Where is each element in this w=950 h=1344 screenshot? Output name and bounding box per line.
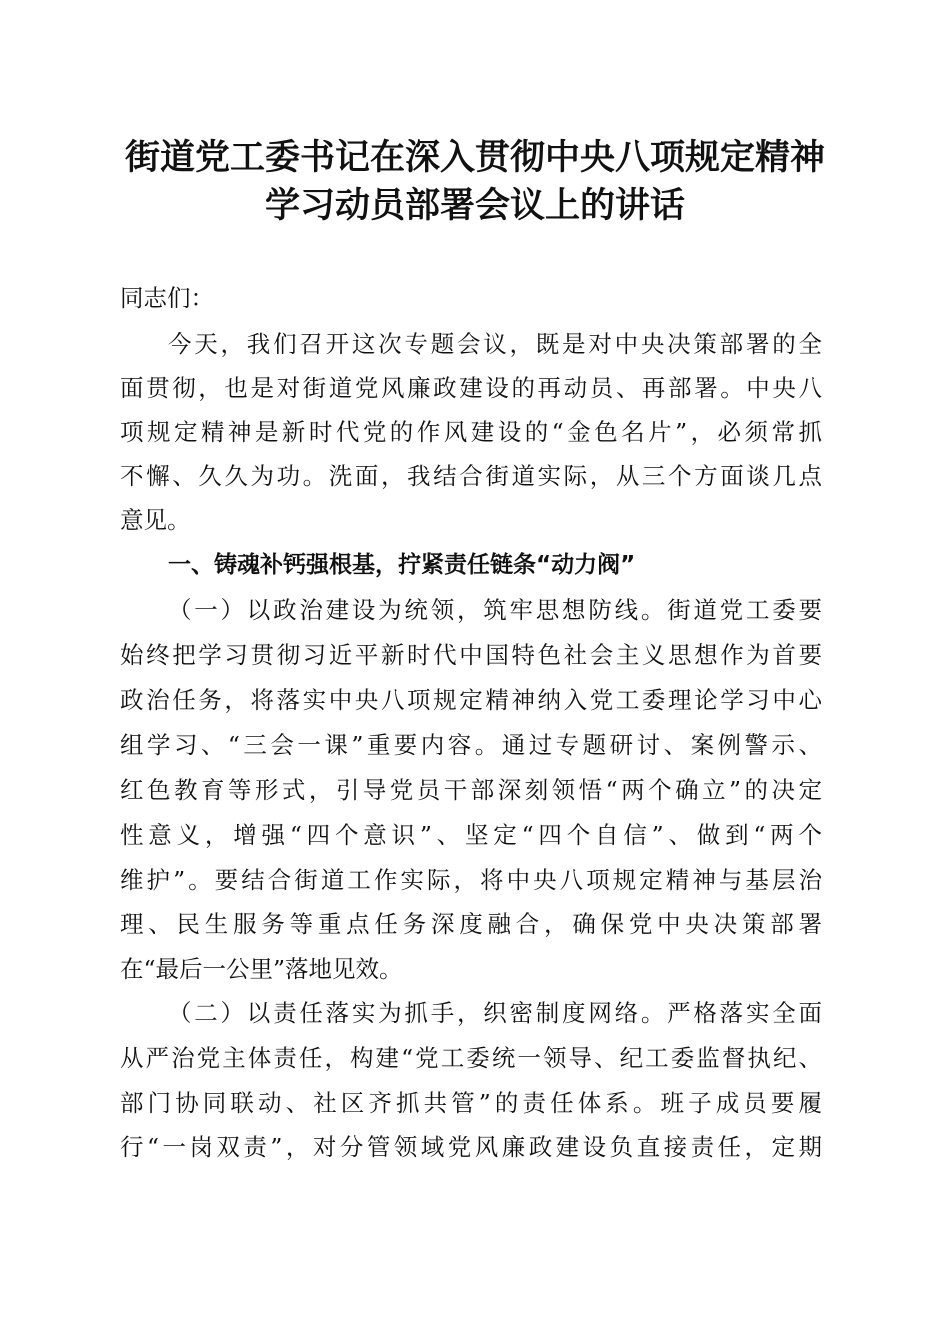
sub1-line: 红色教育等形式，引导党员干部深刻领悟“两个确立”的决定 <box>120 776 822 804</box>
document-title-line-2: 学习动员部署会议上的讲话 <box>264 186 685 226</box>
sub2-line: 部门协同联动、社区齐抓共管”的责任体系。班子成员要履 <box>120 1089 822 1117</box>
intro-line: 不懈、久久为功。洗面，我结合街道实际，从三个方面谈几点 <box>120 462 822 490</box>
intro-line: 意见。 <box>120 506 191 534</box>
sub1-line: （一）以政治建设为统领，筑牢思想防线。街道党工委要 <box>168 596 822 624</box>
sub1-line: 政治任务，将落实中央八项规定精神纳入党工委理论学习中心 <box>120 686 822 714</box>
intro-line: 面贯彻，也是对街道党风廉政建设的再动员、再部署。中央八 <box>120 374 822 402</box>
section-heading-1: 一、铸魂补钙强根基，拧紧责任链条“动力阀” <box>168 552 636 578</box>
sub2-line: （二）以责任落实为抓手，织密制度网络。严格落实全面 <box>168 999 822 1027</box>
salutation: 同志们： <box>120 284 214 312</box>
sub1-line: 在“最后一公里”落地见效。 <box>120 955 403 983</box>
sub2-line: 从严治党主体责任，构建“党工委统一领导、纪工委监督执纪、 <box>120 1044 822 1072</box>
sub2-line: 行“一岗双责”，对分管领域党风廉政建设负直接责任，定期 <box>120 1133 822 1161</box>
intro-line: 项规定精神是新时代党的作风建设的“金色名片”，必须常抓 <box>120 418 822 446</box>
intro-line: 今天，我们召开这次专题会议，既是对中央决策部署的全 <box>168 330 822 358</box>
sub1-line: 维护”。要结合街道工作实际，将中央八项规定精神与基层治 <box>120 866 822 894</box>
sub1-line: 理、民生服务等重点任务深度融合，确保党中央决策部署 <box>120 910 822 938</box>
sub1-line: 始终把学习贯彻习近平新时代中国特色社会主义思想作为首要 <box>120 641 822 669</box>
document-title-line-1: 街道党工委书记在深入贯彻中央八项规定精神 <box>124 138 825 178</box>
sub1-line: 性意义，增强“四个意识”、坚定“四个自信”、做到“两个 <box>120 821 822 849</box>
sub1-line: 组学习、“三会一课”重要内容。通过专题研讨、案例警示、 <box>120 731 822 759</box>
